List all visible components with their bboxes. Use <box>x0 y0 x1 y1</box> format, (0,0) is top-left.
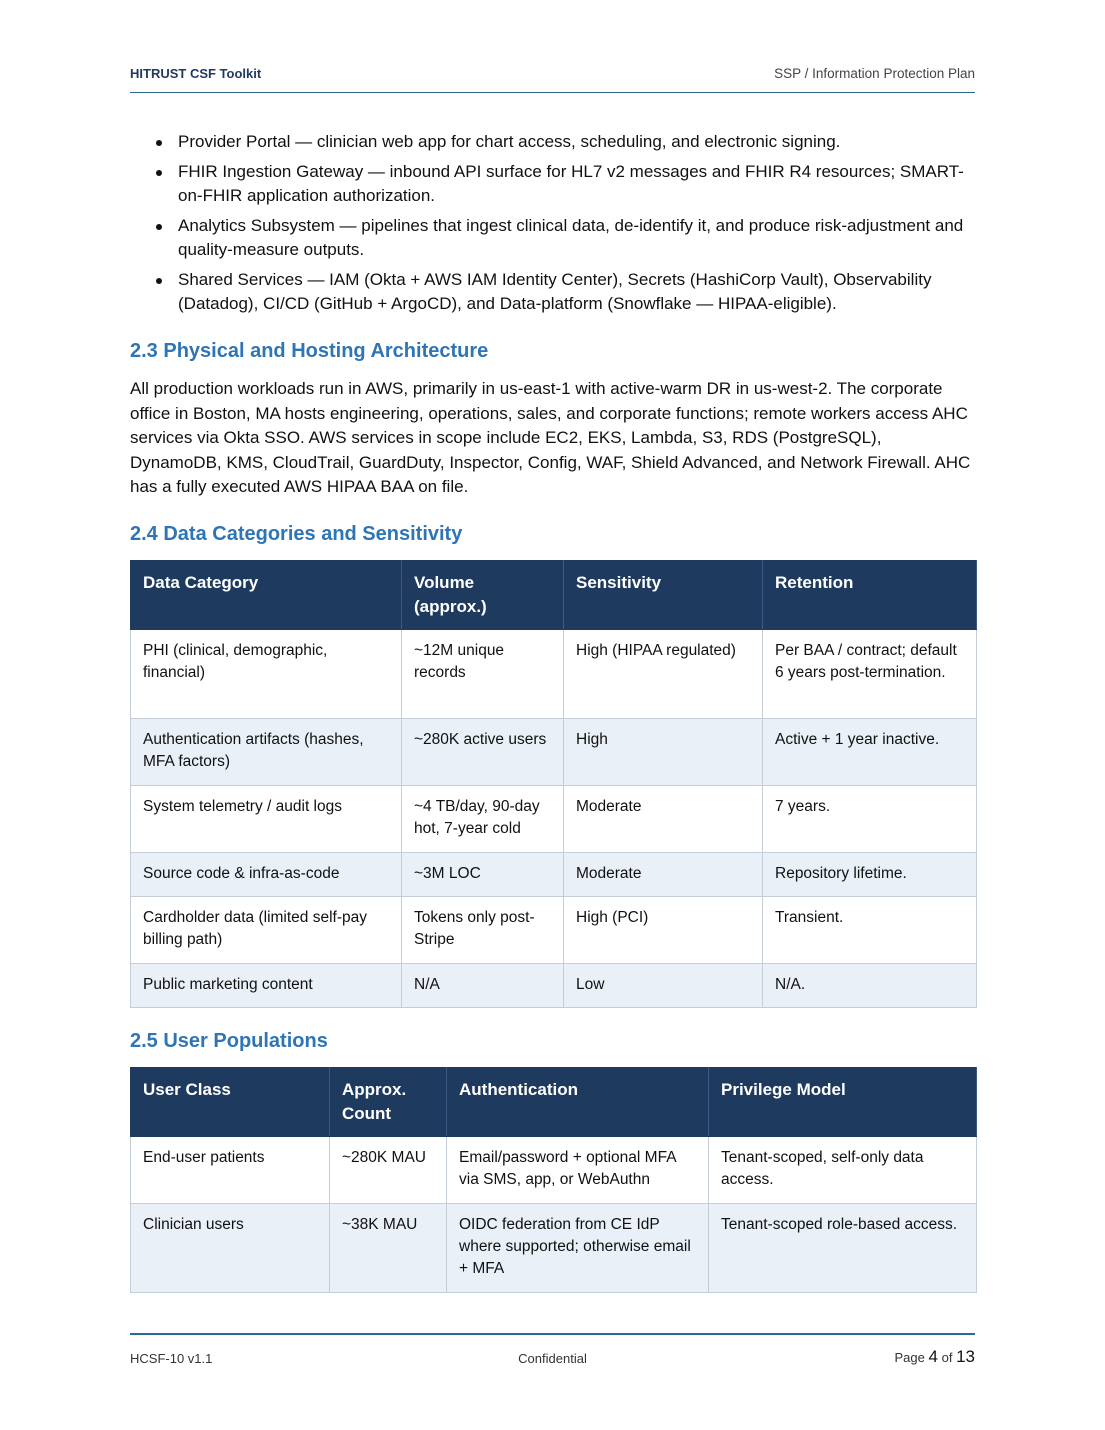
table-cell: Transient. <box>763 897 977 964</box>
table-cell: ~280K active users <box>402 719 564 786</box>
hosting-paragraph: All production workloads run in AWS, primarily in us-east-1 with active-warm DR in us-west-2. The corporate office in Boston, MA hosts engineering, operations, sales, and corporate functions; remote workers access AHC services via Okta SSO. AWS services in scope include EC2, EKS, Lambda, S3, RDS (PostgreSQL), DynamoDB, KMS, CloudTrail, GuardDuty, Inspector, Config, WAF, Shield Advanced, and Network Firewall. AHC has a fully executed AWS HIPAA BAA on file. <box>130 379 971 496</box>
table-row <box>131 1204 977 1293</box>
table-cell: Authentication artifacts (hashes, MFA factors) <box>131 719 402 786</box>
table-cell: Repository lifetime. <box>763 853 977 897</box>
column-header: Privilege Model <box>709 1068 977 1137</box>
header-doc-title: HITRUST CSF Toolkit <box>130 66 262 81</box>
user-populations-table <box>130 1067 977 1293</box>
footer-doc-id: HCSF-10 v1.1 <box>130 1351 213 1366</box>
table-row <box>131 853 977 897</box>
table-row <box>131 964 977 1008</box>
table-cell: High (PCI) <box>564 897 763 964</box>
table-cell: Cardholder data (limited self-pay billing path) <box>131 897 402 964</box>
table-cell: Clinician users <box>131 1204 330 1293</box>
table-cell: Moderate <box>564 786 763 853</box>
list-item: Analytics Subsystem — pipelines that ingest clinical data, de-identify it, and produce risk-adjustment and quality-measure outputs. <box>178 214 975 263</box>
table-header-row <box>131 561 977 630</box>
table-cell: Active + 1 year inactive. <box>763 719 977 786</box>
column-header: Approx. Count <box>330 1068 447 1137</box>
section-heading-2-5: 2.5 User Populations <box>130 1030 328 1052</box>
table-cell: 7 years. <box>763 786 977 853</box>
table-cell: ~280K MAU <box>330 1137 447 1204</box>
table-row <box>131 630 977 719</box>
page-header <box>130 64 975 93</box>
table-cell: PHI (clinical, demographic, financial) <box>131 630 402 719</box>
table-cell: Moderate <box>564 853 763 897</box>
table-cell: Per BAA / contract; default 6 years post-termination. <box>763 630 977 719</box>
page-number <box>895 1347 975 1367</box>
total-pages: 13 <box>956 1347 975 1366</box>
column-header: User Class <box>131 1068 330 1137</box>
table-cell: ~38K MAU <box>330 1204 447 1293</box>
of-label: of <box>941 1350 953 1365</box>
table-row <box>131 719 977 786</box>
section-heading-2-4: 2.4 Data Categories and Sensitivity <box>130 523 463 545</box>
table-cell: Source code & infra-as-code <box>131 853 402 897</box>
current-page: 4 <box>928 1347 938 1366</box>
table-cell: Email/password + optional MFA via SMS, app, or WebAuthn <box>447 1137 709 1204</box>
list-item: Provider Portal — clinician web app for chart access, scheduling, and electronic signing. <box>178 130 975 155</box>
list-item: Shared Services — IAM (Okta + AWS IAM Identity Center), Secrets (HashiCorp Vault), Observability (Datadog), CI/CD (GitHub + ArgoCD), and Data-platform (Snowflake — HIPAA-eligible). <box>178 268 975 317</box>
table-cell: N/A. <box>763 964 977 1008</box>
table-cell: Tenant-scoped role-based access. <box>709 1204 977 1293</box>
table-cell: Low <box>564 964 763 1008</box>
header-section-title: SSP / Information Protection Plan <box>774 66 975 81</box>
column-header: Volume (approx.) <box>402 561 564 630</box>
list-item: FHIR Ingestion Gateway — inbound API surface for HL7 v2 messages and FHIR R4 resources; SMART-on-FHIR application authorization. <box>178 160 975 209</box>
component-bullet-list <box>130 130 975 322</box>
section-heading-2-3: 2.3 Physical and Hosting Architecture <box>130 340 489 362</box>
table-row <box>131 1137 977 1204</box>
table-cell: OIDC federation from CE IdP where supported; otherwise email + MFA <box>447 1204 709 1293</box>
table-header-row <box>131 1068 977 1137</box>
column-header: Data Category <box>131 561 402 630</box>
table-cell: Tenant-scoped, self-only data access. <box>709 1137 977 1204</box>
column-header: Authentication <box>447 1068 709 1137</box>
table-cell: ~3M LOC <box>402 853 564 897</box>
page-footer <box>130 1333 975 1375</box>
table-cell: End-user patients <box>131 1137 330 1204</box>
data-categories-table <box>130 560 977 1008</box>
column-header: Sensitivity <box>564 561 763 630</box>
page-label: Page <box>894 1350 925 1365</box>
table-cell: Public marketing content <box>131 964 402 1008</box>
table-cell: N/A <box>402 964 564 1008</box>
table-cell: Tokens only post-Stripe <box>402 897 564 964</box>
table-cell: System telemetry / audit logs <box>131 786 402 853</box>
column-header: Retention <box>763 561 977 630</box>
footer-classification: Confidential <box>518 1351 587 1366</box>
table-row <box>131 786 977 853</box>
table-row <box>131 897 977 964</box>
table-cell: ~4 TB/day, 90-day hot, 7-year cold <box>402 786 564 853</box>
table-cell: High (HIPAA regulated) <box>564 630 763 719</box>
table-cell: High <box>564 719 763 786</box>
table-cell: ~12M unique records <box>402 630 564 719</box>
